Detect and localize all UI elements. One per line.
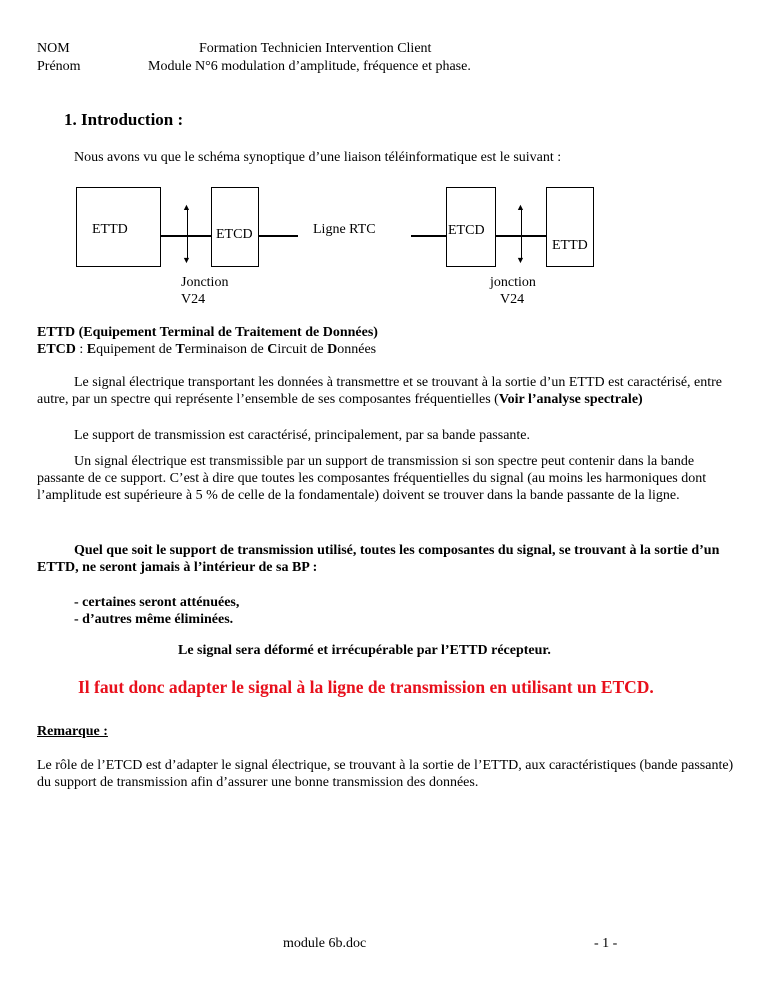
left-junction-arrow	[187, 208, 188, 260]
paragraph-transmissible: Un signal électrique est transmissible par un support de transmission si son spectre peut contenir dans la bande passante de ce support. C’est à dire que toutes les composantes fréquentielles du signal (au moins les harmoniques dont l’amplitude est supérieure à 5 % de celle de la fondamentale) doivent se trouver dans la bande passante de la ligne.	[37, 454, 707, 503]
header-nom: NOM	[37, 41, 70, 56]
synoptic-diagram	[0, 0, 768, 320]
header-formation: Formation Technicien Intervention Client	[199, 41, 432, 56]
right-ettd-label: ETTD	[552, 238, 588, 253]
left-junction-label-2: V24	[181, 292, 206, 307]
remarque-heading: Remarque :	[37, 724, 108, 739]
bullet-attenuated: - certaines seront atténuées,	[74, 595, 240, 610]
header-module: Module N°6 modulation d’amplitude, fréquence et phase.	[148, 59, 471, 74]
footer-page-number: - 1 -	[594, 936, 618, 951]
paragraph-role-etcd: Le rôle de l’ETCD est d’adapter le signal électrique, se trouvant à la sortie de l’ETTD, aux caractéristiques (bande passante) du support de transmission afin d’assurer une bonne transmission des données.	[37, 758, 734, 790]
intro-text: Nous avons vu que le schéma synoptique d’une liaison téléinformatique est le suivant :	[74, 150, 562, 165]
right-line-segment	[411, 235, 447, 237]
left-junction-label-1: Jonction	[181, 275, 229, 290]
paragraph-components: Quel que soit le support de transmission utilisé, toutes les composantes du signal, se trouvant à la sortie d’un ETTD, ne seront jamais à l’intérieur de sa BP :	[37, 543, 720, 575]
def-etcd-term: ETCD	[37, 342, 76, 357]
bullet-eliminated: - d’autres même éliminées.	[74, 612, 234, 627]
right-junction-label-1: jonction	[490, 275, 536, 290]
left-ettd-label: ETTD	[92, 222, 128, 237]
left-arrow-up-icon: ▲	[182, 202, 191, 212]
left-line-segment	[258, 235, 298, 237]
paragraph-spectrum: Le signal électrique transportant les données à transmettre et se trouvant à la sortie d’un ETTD est caractérisé, entre autre, par un spectre qui représente l’ensemble de ses composantes fréquentielles (Voir l’analyse spectrale)	[37, 375, 723, 407]
left-etcd-label: ETCD	[216, 227, 253, 242]
footer-filename: module 6b.doc	[283, 936, 367, 951]
conclusion-red: Il faut donc adapter le signal à la ligne de transmission en utilisant un ETCD.	[78, 677, 654, 697]
paragraph-deformed: Le signal sera déformé et irrécupérable par l’ETTD récepteur.	[178, 643, 551, 658]
section-title: 1. Introduction :	[64, 110, 184, 129]
right-arrow-down-icon: ▼	[516, 255, 525, 265]
left-arrow-down-icon: ▼	[182, 255, 191, 265]
right-arrow-up-icon: ▲	[516, 202, 525, 212]
right-ettd-box	[546, 187, 594, 267]
right-junction-arrow	[521, 208, 522, 260]
line-rtc-label: Ligne RTC	[313, 222, 376, 237]
right-etcd-label: ETCD	[448, 223, 485, 238]
left-junction-line	[160, 235, 212, 237]
paragraph-bandwidth: Le support de transmission est caractérisé, principalement, par sa bande passante.	[74, 428, 531, 443]
header-prenom: Prénom	[37, 59, 81, 74]
def-ettd: ETTD (Equipement Terminal de Traitement de Données)	[37, 325, 378, 340]
def-etcd: ETCD : Equipement de Terminaison de Circuit de Données	[37, 342, 377, 357]
right-junction-label-2: V24	[500, 292, 525, 307]
